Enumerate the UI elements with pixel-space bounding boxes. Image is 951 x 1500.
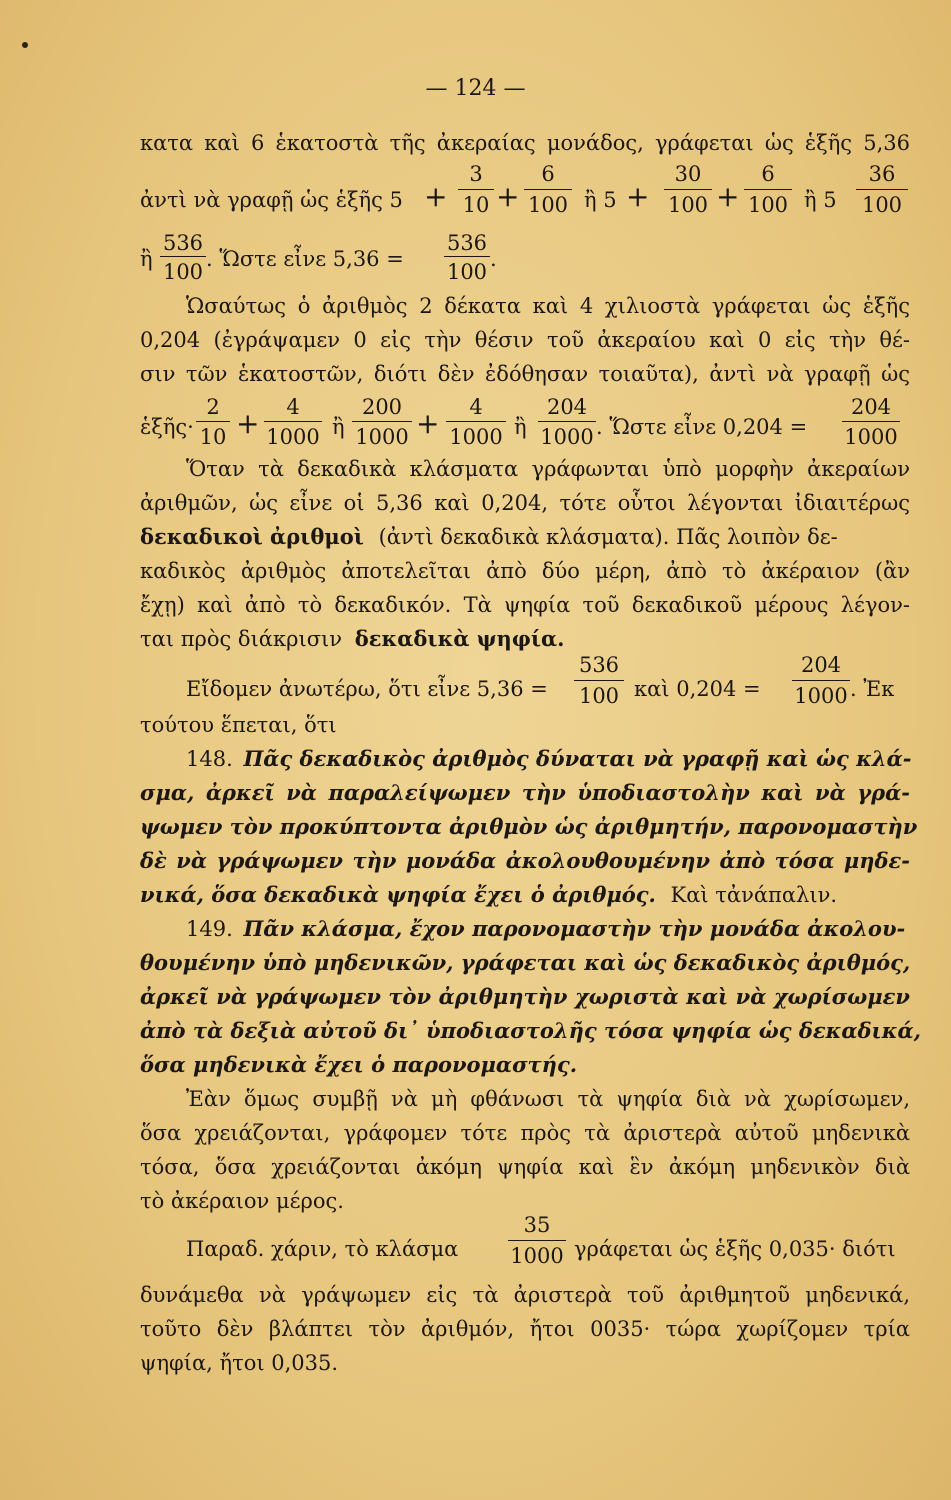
- text-line: Ὡσαύτως ὁ ἀριθμὸς 2 δέκατα καὶ 4 χιλιοστὰ γράφεται ὡς ἑξῆς: [186, 294, 910, 318]
- text-line: ὅσα χρειάζονται, γράφομεν τότε πρὸς τὰ ἀριστερὰ αὐτοῦ μηδενικὰ: [140, 1121, 910, 1145]
- fraction-denominator: 1000: [844, 425, 898, 449]
- bold-italic-line: ὅσα μηδενικὰ ἔχει ὁ παρονομαστής.: [140, 1052, 578, 1077]
- fraction-bar: [196, 421, 230, 422]
- fraction-bar: [160, 256, 206, 257]
- fraction-bar: [446, 421, 506, 422]
- fraction-bar: [744, 189, 792, 190]
- bold-italic-line: ἀρκεῖ νὰ γράψωμεν τὸν ἀριθμητὴν χωριστὰ καὶ νὰ χωρίσωμεν: [140, 984, 910, 1009]
- fraction-numerator: 4: [286, 395, 300, 419]
- fraction-denominator: 10: [462, 193, 490, 217]
- text-line: τοῦτο δὲν βλάπτει τὸν ἀριθμόν, ἤτοι 0035· τώρα χωρίζομεν τρία: [140, 1317, 910, 1341]
- bold-italic-text: νικά, ὅσα δεκαδικὰ ψηφία ἔχει ὁ ἀριθμός.: [140, 882, 656, 907]
- fraction-bar: [264, 421, 322, 422]
- text-line: Ἐὰν ὅμως συμβῇ νὰ μὴ φθάνωσι τὰ ψηφία διὰ νὰ χωρίσωμεν,: [186, 1087, 910, 1111]
- fraction-bar: [842, 421, 900, 422]
- fraction-denominator: 100: [747, 193, 789, 217]
- fraction-denominator: 1000: [510, 1244, 564, 1268]
- bold-italic-text: Πᾶν κλάσμα, ἔχον παρονομαστὴν τὴν μονάδα ἀκολου-: [243, 916, 906, 941]
- fraction-bar: [444, 256, 490, 257]
- paragraph-number: 149.: [186, 917, 233, 941]
- fraction-denominator: 1000: [449, 425, 503, 449]
- text-fragment: ἢ 5: [804, 188, 837, 212]
- text-fragment: ἢ 5: [584, 188, 617, 212]
- bold-italic-line: ψωμεν τὸν προκύπτοντα ἀριθμὸν ὡς ἀριθμητήν, παρονομαστὴν: [140, 814, 918, 839]
- bold-italic-text: Πᾶς δεκαδικὸς ἀριθμὸς δύναται νὰ γραφῇ καὶ ὡς κλά-: [243, 746, 912, 771]
- text-fragment: . Ὥστε εἶνε 0,204 =: [596, 415, 808, 439]
- text-line: [186, 916, 910, 942]
- fraction-bar: [792, 680, 850, 681]
- text-fragment: ται πρὸς διάκρισιν: [140, 627, 343, 651]
- text-line: τούτου ἕπεται, ὅτι: [140, 713, 337, 737]
- fraction-denominator: 1000: [794, 684, 848, 708]
- fraction-denominator: 100: [578, 684, 620, 708]
- bold-italic-line: σμα, ἀρκεῖ νὰ παραλείψωμεν τὴν ὑποδιαστολὴν καὶ νὰ γρά-: [140, 780, 910, 805]
- plus-sign: +: [716, 180, 740, 213]
- text-fragment: Καὶ τἀνάπαλιν.: [670, 883, 838, 907]
- plus-sign: +: [626, 180, 650, 213]
- bold-italic-line: θουμένην ὑπὸ μηδενικῶν, γράφεται καὶ ὡς δεκαδικὸς ἀριθμός,: [140, 950, 911, 975]
- text-line: καδικὸς ἀριθμὸς ἀποτελεῖται ἀπὸ δύο μέρη, ἀπὸ τὸ ἀκέραιον (ἂν: [140, 559, 910, 583]
- fraction-numerator: 3: [469, 162, 483, 186]
- fraction-numerator: 200: [361, 395, 403, 419]
- fraction-numerator: 35: [523, 1213, 551, 1237]
- fraction-denominator: 10: [199, 425, 227, 449]
- fraction-numerator: 536: [446, 231, 488, 255]
- text-fragment: Παραδ. χάριν, τὸ κλάσμα: [186, 1237, 459, 1261]
- fraction-numerator: 536: [162, 231, 204, 255]
- text-line: σιν τῶν ἑκατοστῶν, διότι δὲν ἐδόθησαν τοιαῦτα), ἀντὶ νὰ γραφῇ ὡς: [140, 362, 910, 386]
- fraction-bar: [664, 189, 712, 190]
- fraction-bar: [352, 421, 412, 422]
- paragraph-number: 148.: [186, 747, 233, 771]
- fraction-numerator: 204: [850, 395, 892, 419]
- text-fragment: . Ἐκ: [850, 677, 895, 701]
- plus-sign: +: [236, 407, 260, 440]
- fraction-denominator: 100: [446, 260, 488, 284]
- text-fragment: ἑξῆς·: [140, 415, 194, 439]
- text-fragment: ἢ: [514, 415, 527, 439]
- fraction-numerator: 536: [578, 653, 620, 677]
- fraction-numerator: 204: [546, 395, 588, 419]
- fraction-denominator: 1000: [540, 425, 594, 449]
- text-line: [140, 524, 910, 550]
- fraction-denominator: 100: [162, 260, 204, 284]
- page-number: — 124 —: [425, 76, 526, 101]
- text-line: [140, 882, 837, 908]
- text-line: Ὅταν τὰ δεκαδικὰ κλάσματα γράφωνται ὑπὸ μορφὴν ἀκεραίων: [186, 457, 910, 481]
- plus-sign: +: [424, 180, 448, 213]
- text-fragment: .: [490, 247, 497, 271]
- text-line: τὸ ἀκέραιον μέρος.: [140, 1189, 344, 1213]
- fraction-bar: [458, 189, 494, 190]
- fraction-numerator: 2: [206, 395, 220, 419]
- fraction-bar: [524, 189, 572, 190]
- text-line: 0,204 (ἐγράψαμεν 0 εἰς τὴν θέσιν τοῦ ἀκεραίου καὶ 0 εἰς τὴν θέ-: [140, 328, 910, 352]
- fraction-denominator: 1000: [266, 425, 320, 449]
- text-line: τόσα, ὅσα χρειάζονται ἀκόμη ψηφία καὶ ἓν ἀκόμη μηδενικὸν διὰ: [140, 1155, 910, 1179]
- text-line: [140, 626, 564, 652]
- fraction-denominator: 100: [527, 193, 569, 217]
- text-fragment: καὶ 0,204 =: [634, 677, 761, 701]
- fraction-numerator: 6: [541, 162, 555, 186]
- fraction-bar: [538, 421, 596, 422]
- fraction-numerator: 36: [868, 162, 896, 186]
- fraction-denominator: 100: [861, 193, 903, 217]
- fraction-numerator: 6: [761, 162, 775, 186]
- plus-sign: +: [496, 180, 520, 213]
- fraction-numerator: 30: [674, 162, 702, 186]
- text-line: δυνάμεθα νὰ γράψωμεν εἰς τὰ ἀριστερὰ τοῦ ἀριθμητοῦ μηδενικά,: [140, 1283, 910, 1307]
- fraction-denominator: 1000: [355, 425, 409, 449]
- text-fragment: ἀντὶ νὰ γραφῇ ὡς ἑξῆς 5: [140, 188, 403, 212]
- text-line: [186, 746, 910, 772]
- fraction-denominator: 100: [667, 193, 709, 217]
- bold-term: δεκαδικὰ ψηφία.: [354, 626, 565, 651]
- bold-italic-line: δὲ νὰ γράψωμεν τὴν μονάδα ἀκολουθουμένην ἀπὸ τόσα μηδε-: [140, 848, 910, 873]
- bold-italic-line: ἀπὸ τὰ δεξιὰ αὐτοῦ δι᾽ ὑποδιαστολῆς τόσα ψηφία ὡς δεκαδικά,: [140, 1018, 921, 1043]
- fraction-bar: [574, 680, 624, 681]
- fraction-numerator: 4: [469, 395, 483, 419]
- fraction-numerator: 204: [800, 653, 842, 677]
- text-fragment: Εἴδομεν ἀνωτέρω, ὅτι εἶνε 5,36 =: [186, 677, 548, 701]
- text-line: κατα καὶ 6 ἑκατοστὰ τῆς ἀκεραίας μονάδος, γράφεται ὡς ἑξῆς 5,36: [140, 131, 910, 155]
- text-fragment: . Ὥστε εἶνε 5,36 =: [206, 247, 404, 271]
- fraction-bar: [508, 1240, 566, 1241]
- text-line: ψηφία, ἤτοι 0,035.: [140, 1351, 339, 1375]
- ink-dot: [22, 42, 28, 48]
- text-fragment: γράφεται ὡς ἑξῆς 0,035· διότι: [574, 1237, 896, 1261]
- fraction-bar: [856, 189, 908, 190]
- bold-term: δεκαδικοὶ ἀριθμοὶ: [140, 524, 364, 549]
- text-fragment: ἢ: [140, 247, 153, 271]
- text-fragment: ἢ: [332, 415, 345, 439]
- text-fragment: (ἀντὶ δεκαδικὰ κλάσματα). Πᾶς λοιπὸν δε-: [378, 525, 838, 549]
- plus-sign: +: [416, 407, 440, 440]
- text-line: ἀριθμῶν, ὡς εἶνε οἱ 5,36 καὶ 0,204, τότε οὗτοι λέγονται ἰδιαιτέρως: [140, 491, 910, 515]
- text-line: ἔχῃ) καὶ ἀπὸ τὸ δεκαδικόν. Τὰ ψηφία τοῦ δεκαδικοῦ μέρους λέγον-: [140, 593, 910, 617]
